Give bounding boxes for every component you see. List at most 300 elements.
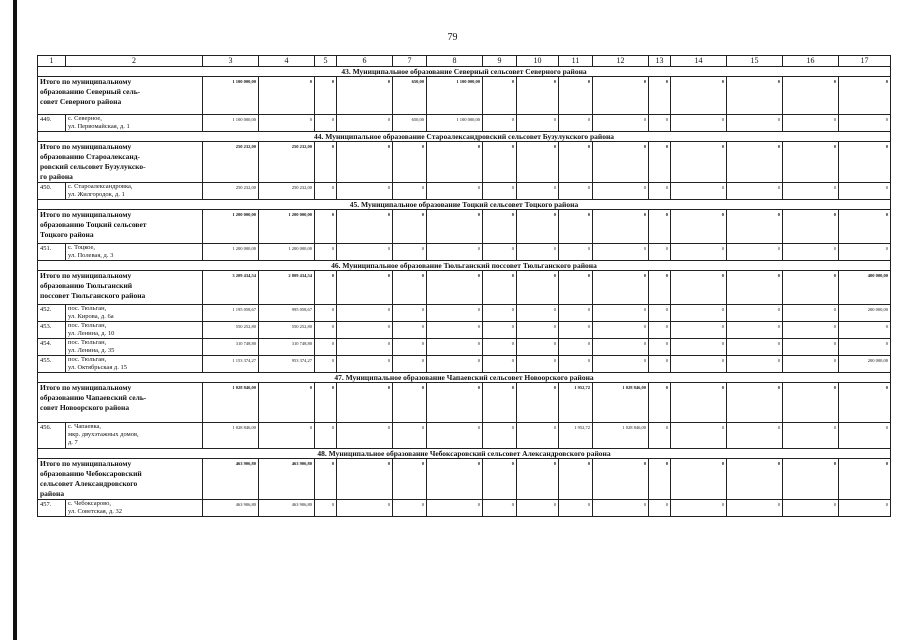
total-label-line: Итого по муниципальному: [40, 210, 132, 219]
total-label-line: района: [40, 489, 65, 498]
value-cell: 0: [783, 183, 839, 200]
address-cell: [66, 322, 203, 339]
total-value-cell: 0: [783, 383, 839, 423]
total-value-cell: 0: [727, 77, 783, 115]
row-number: 451.: [38, 244, 66, 261]
value-cell: 1 100 000,00: [427, 115, 483, 132]
address-line: ул. Кирова, д. 6а: [68, 313, 114, 320]
value-cell: 0: [483, 423, 517, 449]
total-value-cell: 0: [337, 271, 393, 305]
column-number: 14: [671, 56, 727, 67]
value-cell: 0: [337, 423, 393, 449]
total-value-cell: 400 000,00: [839, 271, 891, 305]
value-cell: 0: [649, 115, 671, 132]
total-value-cell: 0: [839, 142, 891, 183]
value-cell: 0: [839, 423, 891, 449]
value-cell: 550 252,80: [203, 322, 259, 339]
total-row: [38, 271, 891, 305]
address-line: д. 7: [68, 439, 78, 446]
value-cell: 0: [315, 339, 337, 356]
total-value-cell: 0: [559, 459, 593, 500]
value-cell: 0: [517, 339, 559, 356]
value-cell: 463 906,80: [259, 500, 315, 517]
address-line: с. Староалександровка,: [68, 183, 133, 190]
value-cell: 0: [315, 322, 337, 339]
value-cell: 0: [315, 423, 337, 449]
value-cell: 1 195 058,67: [203, 305, 259, 322]
value-cell: 0: [593, 339, 649, 356]
total-label-line: Итого по муниципальному: [40, 459, 132, 468]
column-number: 3: [203, 56, 259, 67]
total-value-cell: 0: [517, 383, 559, 423]
section-title: 45. Муниципальное образование Тоцкий сельсовет Тоцкого района: [38, 200, 891, 210]
total-value-cell: 0: [727, 383, 783, 423]
total-label: [38, 77, 203, 115]
address-line: мкр. двухэтажных домов,: [68, 431, 139, 438]
value-cell: 0: [393, 305, 427, 322]
object-row: [38, 500, 891, 517]
total-value-cell: 0: [783, 459, 839, 500]
value-cell: 0: [593, 500, 649, 517]
total-value-cell: 0: [671, 271, 727, 305]
total-row: [38, 383, 891, 423]
address-cell: [66, 356, 203, 373]
value-cell: 0: [649, 183, 671, 200]
value-cell: 0: [517, 183, 559, 200]
total-label-line: Тоцкого района: [40, 230, 94, 239]
value-cell: 0: [559, 305, 593, 322]
page-number: 79: [447, 32, 458, 43]
total-value-cell: 0: [483, 383, 517, 423]
address-line: ул. Полевая, д. 3: [68, 252, 114, 259]
value-cell: 0: [649, 356, 671, 373]
value-cell: 0: [259, 115, 315, 132]
total-value-cell: 0: [783, 210, 839, 244]
value-cell: 0: [727, 322, 783, 339]
address-cell: [66, 500, 203, 517]
value-cell: 0: [839, 115, 891, 132]
value-cell: 0: [315, 305, 337, 322]
total-value-cell: 0: [783, 271, 839, 305]
value-cell: 0: [559, 356, 593, 373]
total-value-cell: 0: [559, 210, 593, 244]
column-number: 2: [66, 56, 203, 67]
total-value-cell: 0: [517, 77, 559, 115]
total-label-line: Итого по муниципальному: [40, 77, 132, 86]
value-cell: 1 153 374,27: [203, 356, 259, 373]
value-cell: 1 028 846,00: [203, 423, 259, 449]
value-cell: 0: [337, 500, 393, 517]
total-label-line: совет Новоорского района: [40, 403, 130, 412]
value-cell: 0: [393, 244, 427, 261]
total-value-cell: 0: [393, 383, 427, 423]
total-value-cell: 0: [559, 271, 593, 305]
column-number: 11: [559, 56, 593, 67]
value-cell: 0: [839, 339, 891, 356]
total-value-cell: 0: [593, 271, 649, 305]
total-value-cell: 463 906,80: [203, 459, 259, 500]
section-title: 44. Муниципальное образование Староалександровский сельсовет Бузулукского района: [38, 132, 891, 142]
column-number: 15: [727, 56, 783, 67]
total-value-cell: 0: [259, 77, 315, 115]
value-cell: 0: [671, 115, 727, 132]
total-value-cell: 0: [671, 142, 727, 183]
value-cell: 1 100 000,00: [203, 115, 259, 132]
total-value-cell: 0: [315, 459, 337, 500]
value-cell: 310 748,80: [259, 339, 315, 356]
total-label-line: Итого по муниципальному: [40, 383, 132, 392]
value-cell: 0: [649, 423, 671, 449]
total-label: [38, 210, 203, 244]
value-cell: 0: [337, 244, 393, 261]
total-value-cell: 0: [315, 210, 337, 244]
total-value-cell: 0: [315, 383, 337, 423]
value-cell: 0: [671, 322, 727, 339]
total-value-cell: 0: [315, 271, 337, 305]
value-cell: 0: [393, 183, 427, 200]
value-cell: 0: [483, 322, 517, 339]
address-line: с. Чапаевка,: [68, 423, 102, 430]
total-value-cell: 0: [337, 77, 393, 115]
row-number: 455.: [38, 356, 66, 373]
total-label: [38, 142, 203, 183]
address-line: с. Тоцкое,: [68, 244, 96, 251]
column-number: 4: [259, 56, 315, 67]
value-cell: 200 000,00: [839, 356, 891, 373]
value-cell: 0: [393, 500, 427, 517]
total-value-cell: 0: [839, 383, 891, 423]
total-value-cell: 0: [839, 210, 891, 244]
object-row: [38, 322, 891, 339]
total-value-cell: 0: [393, 210, 427, 244]
value-cell: 0: [483, 183, 517, 200]
value-cell: 0: [427, 500, 483, 517]
address-line: ул. Советская, д. 32: [68, 508, 123, 515]
total-value-cell: 0: [559, 77, 593, 115]
value-cell: 0: [727, 500, 783, 517]
total-value-cell: 0: [315, 77, 337, 115]
column-number: 1: [38, 56, 66, 67]
total-value-cell: 0: [337, 142, 393, 183]
address-line: с. Чебоксарово,: [68, 500, 112, 507]
value-cell: 0: [427, 244, 483, 261]
total-value-cell: 0: [427, 383, 483, 423]
total-label-line: Итого по муниципальному: [40, 142, 132, 151]
object-row: [38, 244, 891, 261]
value-cell: 0: [393, 423, 427, 449]
total-label-line: сельсовет Александровского: [40, 479, 138, 488]
value-cell: 0: [783, 339, 839, 356]
total-value-cell: 0: [517, 142, 559, 183]
total-value-cell: 0: [337, 459, 393, 500]
total-value-cell: 0: [649, 383, 671, 423]
value-cell: 0: [517, 356, 559, 373]
value-cell: 0: [393, 322, 427, 339]
value-cell: 1 952,72: [559, 423, 593, 449]
address-line: пос. Тюльган,: [68, 322, 107, 329]
total-label-line: Итого по муниципальному: [40, 271, 132, 280]
total-value-cell: 0: [517, 459, 559, 500]
value-cell: 1 200 000,00: [259, 244, 315, 261]
value-cell: 0: [483, 500, 517, 517]
value-cell: 650,00: [393, 115, 427, 132]
total-label: [38, 271, 203, 305]
total-value-cell: 0: [593, 77, 649, 115]
total-value-cell: 0: [483, 77, 517, 115]
section-title: 47. Муниципальное образование Чапаевский сельсовет Новоорского района: [38, 373, 891, 383]
total-value-cell: 0: [483, 271, 517, 305]
total-value-cell: 0: [727, 142, 783, 183]
total-value-cell: 0: [427, 210, 483, 244]
value-cell: 0: [593, 244, 649, 261]
value-cell: 0: [483, 115, 517, 132]
total-value-cell: 0: [649, 459, 671, 500]
section-title-row: [38, 132, 891, 142]
total-value-cell: 650,00: [393, 77, 427, 115]
value-cell: 0: [727, 244, 783, 261]
value-cell: 0: [727, 115, 783, 132]
total-label-line: ровский сельсовет Бузулукско-: [40, 162, 146, 171]
section-title-row: [38, 261, 891, 271]
value-cell: 250 232,00: [203, 183, 259, 200]
value-cell: 0: [783, 115, 839, 132]
object-row: [38, 423, 891, 449]
value-cell: 0: [337, 322, 393, 339]
value-cell: 0: [783, 305, 839, 322]
total-value-cell: 1 028 846,00: [593, 383, 649, 423]
value-cell: 0: [649, 322, 671, 339]
value-cell: 0: [337, 183, 393, 200]
value-cell: 0: [427, 339, 483, 356]
total-label-line: образованию Чебоксаровский: [40, 469, 142, 478]
object-row: [38, 339, 891, 356]
total-value-cell: 3 209 434,54: [203, 271, 259, 305]
column-number-row: [38, 56, 891, 67]
value-cell: 0: [593, 322, 649, 339]
column-number: 9: [483, 56, 517, 67]
total-value-cell: 0: [517, 210, 559, 244]
total-value-cell: 1 200 000,00: [203, 210, 259, 244]
value-cell: 0: [393, 339, 427, 356]
total-row: [38, 77, 891, 115]
value-cell: 0: [839, 183, 891, 200]
value-cell: 463 906,80: [203, 500, 259, 517]
object-row: [38, 305, 891, 322]
value-cell: 0: [671, 356, 727, 373]
section-title: 46. Муниципальное образование Тюльганский поссовет Тюльганского района: [38, 261, 891, 271]
total-label-line: образованию Чапаевский сель-: [40, 393, 147, 402]
row-number: 454.: [38, 339, 66, 356]
total-value-cell: 0: [559, 142, 593, 183]
section-title-row: [38, 449, 891, 459]
object-row: [38, 356, 891, 373]
section-title-row: [38, 200, 891, 210]
total-value-cell: 0: [649, 210, 671, 244]
address-cell: [66, 183, 203, 200]
total-value-cell: 0: [427, 271, 483, 305]
total-value-cell: 0: [783, 142, 839, 183]
value-cell: 0: [649, 305, 671, 322]
value-cell: 550 252,80: [259, 322, 315, 339]
address-line: с. Северное,: [68, 115, 102, 122]
value-cell: 0: [593, 115, 649, 132]
value-cell: 0: [671, 305, 727, 322]
address-cell: [66, 244, 203, 261]
total-value-cell: 463 906,80: [259, 459, 315, 500]
total-value-cell: 1 028 846,00: [203, 383, 259, 423]
total-value-cell: 0: [593, 459, 649, 500]
value-cell: 0: [337, 305, 393, 322]
value-cell: 0: [783, 244, 839, 261]
total-value-cell: 2 809 434,54: [259, 271, 315, 305]
value-cell: 0: [649, 500, 671, 517]
value-cell: 0: [649, 339, 671, 356]
value-cell: 0: [593, 356, 649, 373]
address-cell: [66, 115, 203, 132]
total-value-cell: 0: [337, 210, 393, 244]
total-value-cell: 0: [427, 459, 483, 500]
value-cell: 0: [671, 423, 727, 449]
value-cell: 0: [337, 115, 393, 132]
column-number: 16: [783, 56, 839, 67]
value-cell: 0: [783, 423, 839, 449]
address-line: ул. Октябрьская д. 15: [68, 364, 127, 371]
address-line: пос. Тюльган,: [68, 339, 107, 346]
value-cell: 0: [727, 339, 783, 356]
value-cell: 0: [783, 356, 839, 373]
value-cell: 0: [559, 322, 593, 339]
value-cell: 0: [559, 183, 593, 200]
value-cell: 0: [559, 339, 593, 356]
total-value-cell: 0: [783, 77, 839, 115]
section-title-row: [38, 67, 891, 77]
value-cell: 0: [315, 244, 337, 261]
row-number: 452.: [38, 305, 66, 322]
total-row: [38, 459, 891, 500]
total-value-cell: 0: [727, 210, 783, 244]
total-value-cell: 0: [337, 383, 393, 423]
total-value-cell: 0: [427, 142, 483, 183]
total-value-cell: 250 232,00: [259, 142, 315, 183]
value-cell: 0: [427, 322, 483, 339]
value-cell: 200 000,00: [839, 305, 891, 322]
total-value-cell: 1 952,72: [559, 383, 593, 423]
value-cell: 0: [727, 356, 783, 373]
row-number: 456.: [38, 423, 66, 449]
total-value-cell: 0: [393, 271, 427, 305]
column-number: 13: [649, 56, 671, 67]
address-line: ул. Первомайская, д. 1: [68, 123, 130, 130]
value-cell: 0: [483, 356, 517, 373]
value-cell: 0: [671, 244, 727, 261]
value-cell: 0: [427, 305, 483, 322]
value-cell: 0: [783, 500, 839, 517]
total-value-cell: 1 100 000,00: [427, 77, 483, 115]
address-line: ул. Ленина, д. 10: [68, 330, 115, 337]
value-cell: 0: [649, 244, 671, 261]
total-value-cell: 0: [593, 142, 649, 183]
value-cell: 0: [393, 356, 427, 373]
value-cell: 0: [783, 322, 839, 339]
value-cell: 0: [483, 339, 517, 356]
total-row: [38, 210, 891, 244]
address-cell: [66, 339, 203, 356]
total-value-cell: 0: [671, 210, 727, 244]
value-cell: 0: [315, 183, 337, 200]
value-cell: 310 748,80: [203, 339, 259, 356]
value-cell: 0: [559, 115, 593, 132]
total-label-line: образованию Северный сель-: [40, 87, 141, 96]
total-value-cell: 0: [671, 383, 727, 423]
column-number: 6: [337, 56, 393, 67]
total-value-cell: 0: [727, 271, 783, 305]
value-cell: 0: [483, 305, 517, 322]
total-label-line: образованию Староалександ-: [40, 152, 141, 161]
value-cell: 0: [427, 183, 483, 200]
total-value-cell: 0: [517, 271, 559, 305]
total-value-cell: 0: [259, 383, 315, 423]
value-cell: 0: [517, 322, 559, 339]
column-number: 17: [839, 56, 891, 67]
total-value-cell: 0: [483, 210, 517, 244]
value-cell: 0: [517, 115, 559, 132]
address-line: ул. Ленина, д. 35: [68, 347, 115, 354]
value-cell: 0: [671, 500, 727, 517]
value-cell: 0: [727, 423, 783, 449]
value-cell: 0: [337, 339, 393, 356]
total-row: [38, 142, 891, 183]
address-cell: [66, 305, 203, 322]
value-cell: 0: [839, 500, 891, 517]
row-number: 457.: [38, 500, 66, 517]
object-row: [38, 183, 891, 200]
total-label-line: образованию Тюльганский: [40, 281, 133, 290]
value-cell: 995 058,67: [259, 305, 315, 322]
value-cell: 1 028 846,00: [593, 423, 649, 449]
total-value-cell: 0: [671, 459, 727, 500]
total-value-cell: 1 100 000,00: [203, 77, 259, 115]
value-cell: 0: [593, 305, 649, 322]
row-number: 453.: [38, 322, 66, 339]
value-cell: 0: [559, 244, 593, 261]
column-number: 7: [393, 56, 427, 67]
value-cell: 0: [671, 183, 727, 200]
section-title: 48. Муниципальное образование Чебоксаровский сельсовет Александровского района: [38, 449, 891, 459]
value-cell: 250 232,00: [259, 183, 315, 200]
section-title: 43. Муниципальное образование Северный сельсовет Северного района: [38, 67, 891, 77]
value-cell: 0: [593, 183, 649, 200]
total-label-line: го района: [40, 172, 73, 181]
total-value-cell: 0: [315, 142, 337, 183]
value-cell: 0: [559, 500, 593, 517]
value-cell: 0: [315, 500, 337, 517]
value-cell: 0: [517, 500, 559, 517]
total-value-cell: 0: [649, 77, 671, 115]
value-cell: 953 374,27: [259, 356, 315, 373]
total-value-cell: 0: [671, 77, 727, 115]
value-cell: 0: [259, 423, 315, 449]
total-value-cell: 0: [483, 142, 517, 183]
value-cell: 0: [727, 183, 783, 200]
total-label: [38, 459, 203, 500]
value-cell: 0: [427, 356, 483, 373]
total-value-cell: 0: [483, 459, 517, 500]
total-label: [38, 383, 203, 423]
object-row: [38, 115, 891, 132]
address-line: ул. Жилгородок, д. 1: [68, 191, 125, 198]
total-value-cell: 0: [393, 459, 427, 500]
row-number: 449.: [38, 115, 66, 132]
